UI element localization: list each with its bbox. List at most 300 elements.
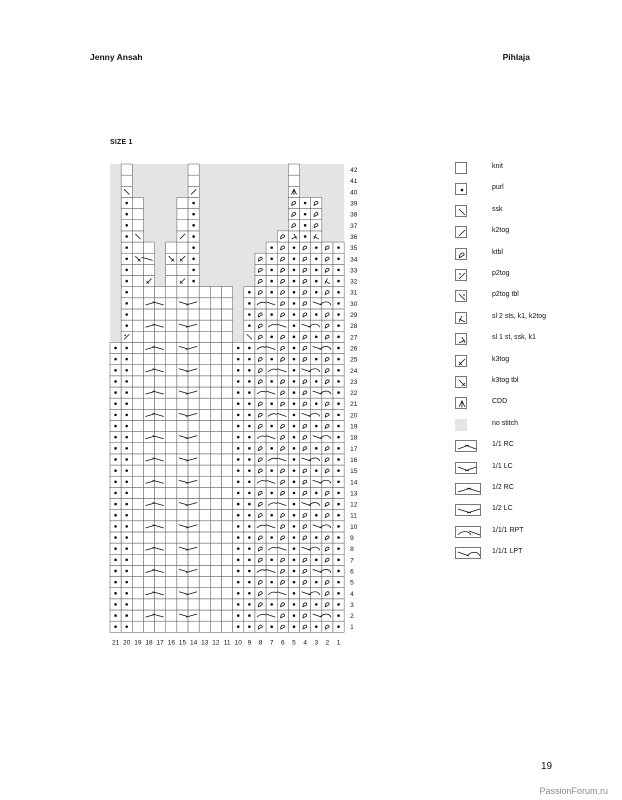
- chart-cell: [300, 231, 311, 242]
- chart-cell: [255, 465, 266, 476]
- chart-cell: [288, 420, 299, 431]
- chart-cell: [188, 487, 199, 498]
- chart-cell: [288, 577, 299, 588]
- chart-cell: [288, 621, 299, 632]
- legend-label: sl 1 st, ssk, k1: [492, 334, 536, 342]
- legend-label: k3tog: [492, 355, 510, 363]
- row-number: 33: [350, 267, 358, 275]
- chart-cell: [322, 588, 333, 599]
- chart-cell: [333, 454, 344, 465]
- chart-cell: [244, 565, 255, 576]
- chart-cell: [255, 365, 266, 376]
- column-number: 15: [178, 639, 187, 647]
- chart-cell: [277, 342, 288, 353]
- chart-cell: [288, 610, 299, 621]
- legend-label: 1/1 LC: [492, 462, 513, 470]
- column-number: 20: [123, 639, 131, 647]
- row-number: 17: [350, 445, 358, 453]
- chart-cell: [132, 432, 143, 443]
- legend-label: ktbl: [492, 248, 503, 256]
- chart-cell: [255, 264, 266, 275]
- column-number: 4: [303, 639, 307, 647]
- chart-cell: [244, 331, 255, 342]
- chart-cell: [210, 487, 221, 498]
- chart-cell: [121, 365, 132, 376]
- chart-cell: [199, 331, 210, 342]
- chart-cell: [199, 376, 210, 387]
- chart-cell: [277, 298, 288, 309]
- legend-label: p2tog: [492, 270, 510, 277]
- chart-cell: [266, 398, 277, 409]
- chart-cell: [188, 331, 199, 342]
- chart-cell: [166, 253, 177, 264]
- chart-cell: [311, 521, 322, 532]
- chart-cell: [166, 499, 177, 510]
- chart-cell: [166, 454, 177, 465]
- chart-cell: [121, 599, 132, 610]
- chart-cell: [166, 621, 177, 632]
- legend-symbol-icon: [455, 269, 467, 281]
- chart-cell: [199, 588, 210, 599]
- chart-cell: [132, 209, 143, 220]
- chart-cell: [132, 532, 143, 543]
- row-number: 1: [350, 624, 354, 632]
- chart-cell: [222, 398, 233, 409]
- chart-cell: [244, 487, 255, 498]
- chart-cell: [233, 354, 244, 365]
- chart-cell: [244, 409, 255, 420]
- chart-cell: [288, 175, 299, 186]
- chart-cell: [311, 476, 322, 487]
- chart-cell: [322, 264, 333, 275]
- chart-cell: [166, 432, 177, 443]
- chart-cell: [300, 253, 311, 264]
- chart-cell: [266, 577, 277, 588]
- chart-cell: [311, 510, 322, 521]
- column-number: 8: [258, 639, 263, 647]
- row-number: 22: [350, 390, 358, 398]
- chart-cell: [333, 476, 344, 487]
- legend-label: 1/1/1 LPT: [492, 548, 523, 556]
- chart-cell: [309, 588, 322, 599]
- watermark: PassionForum.ru: [539, 786, 608, 796]
- chart-cell: [199, 454, 210, 465]
- chart-cell: [166, 577, 177, 588]
- chart-cell: [322, 253, 333, 264]
- chart-cell: [244, 465, 255, 476]
- chart-cell: [322, 398, 333, 409]
- chart-cell: [266, 331, 277, 342]
- chart-cell: [188, 242, 199, 253]
- chart-cell: [288, 554, 299, 565]
- chart-cell: [188, 287, 199, 298]
- chart-cell: [266, 465, 277, 476]
- chart-cell: [255, 532, 266, 543]
- chart-cell: [333, 398, 344, 409]
- chart-cell: [143, 465, 154, 476]
- chart-cell: [143, 554, 154, 565]
- legend-label: knit: [492, 163, 503, 170]
- chart-cell: [233, 443, 244, 454]
- chart-cell: [311, 420, 322, 431]
- chart-cell: [132, 499, 143, 510]
- chart-cell: [277, 565, 288, 576]
- chart-cell: [244, 420, 255, 431]
- chart-cell: [266, 298, 277, 309]
- chart-cell: [155, 309, 166, 320]
- chart-cell: [121, 487, 132, 498]
- chart-cell: [199, 487, 210, 498]
- chart-cell: [210, 610, 221, 621]
- chart-cell: [222, 588, 233, 599]
- row-number: 14: [350, 479, 358, 487]
- chart-cell: [210, 320, 221, 331]
- chart-cell: [288, 510, 299, 521]
- chart-cell: [188, 220, 199, 231]
- chart-cell: [110, 599, 121, 610]
- chart-cell: [300, 287, 311, 298]
- chart-cell: [121, 510, 132, 521]
- legend-symbol-icon: [455, 462, 477, 474]
- column-number: 5: [292, 639, 296, 647]
- chart-cell: [121, 420, 132, 431]
- chart-cell: [199, 610, 210, 621]
- chart-cell: [121, 320, 132, 331]
- chart-cell: [121, 209, 132, 220]
- chart-cell: [309, 543, 322, 554]
- chart-cell: [188, 443, 199, 454]
- chart-cell: [153, 476, 166, 487]
- chart-cell: [277, 610, 288, 621]
- chart-cell: [300, 398, 311, 409]
- chart-cell: [177, 465, 188, 476]
- chart-cell: [244, 387, 255, 398]
- chart-cell: [166, 510, 177, 521]
- chart-cell: [333, 342, 344, 353]
- chart-cell: [233, 610, 244, 621]
- chart-cell: [143, 376, 154, 387]
- chart-cell: [333, 331, 344, 342]
- chart-cell: [311, 487, 322, 498]
- chart-cell: [222, 309, 233, 320]
- chart-cell: [244, 588, 255, 599]
- chart-cell: [143, 532, 154, 543]
- row-number: 28: [350, 323, 358, 331]
- chart-cell: [110, 499, 121, 510]
- chart-cell: [300, 487, 311, 498]
- chart-cell: [277, 588, 288, 599]
- chart-cell: [177, 331, 188, 342]
- chart-cell: [222, 621, 233, 632]
- chart-cell: [288, 543, 299, 554]
- chart-cell: [288, 197, 299, 208]
- chart-cell: [132, 197, 143, 208]
- chart-cell: [177, 510, 188, 521]
- legend-label: CDD: [492, 398, 508, 406]
- chart-cell: [288, 253, 299, 264]
- chart-cell: [132, 376, 143, 387]
- chart-cell: [210, 409, 221, 420]
- chart-cell: [210, 476, 221, 487]
- chart-cell: [320, 432, 333, 443]
- chart-cell: [244, 443, 255, 454]
- chart-cell: [222, 543, 233, 554]
- chart-cell: [188, 420, 199, 431]
- chart-cell: [188, 309, 199, 320]
- legend-symbol-icon: [455, 547, 481, 559]
- chart-cell: [322, 354, 333, 365]
- chart-cell: [244, 309, 255, 320]
- chart-cell: [266, 521, 277, 532]
- chart-cell: [300, 532, 311, 543]
- chart-cell: [311, 577, 322, 588]
- chart-cell: [288, 521, 299, 532]
- chart-cell: [177, 554, 188, 565]
- chart-cell: [300, 331, 311, 342]
- chart-cell: [300, 554, 311, 565]
- chart-cell: [277, 432, 288, 443]
- chart-cell: [322, 510, 333, 521]
- chart-cell: [121, 543, 132, 554]
- chart-cell: [121, 309, 132, 320]
- chart-cell: [266, 443, 277, 454]
- chart-cell: [110, 354, 121, 365]
- row-number: 25: [350, 356, 358, 364]
- chart-cell: [277, 465, 288, 476]
- legend-symbol-icon: [455, 226, 467, 238]
- chart-cell: [244, 543, 255, 554]
- chart-cell: [121, 409, 132, 420]
- chart-cell: [233, 376, 244, 387]
- chart-cell: [300, 387, 311, 398]
- chart-cell: [177, 487, 188, 498]
- legend-label: sl 2 sts, k1, k2tog: [492, 312, 547, 320]
- chart-cell: [320, 298, 333, 309]
- chart-cell: [277, 599, 288, 610]
- chart-cell: [210, 443, 221, 454]
- chart-cell: [132, 231, 143, 242]
- chart-cell: [288, 409, 299, 420]
- chart-cell: [255, 354, 266, 365]
- chart-cell: [186, 320, 199, 331]
- chart-cell: [333, 621, 344, 632]
- chart-cell: [255, 420, 266, 431]
- chart-cell: [132, 621, 143, 632]
- chart-cell: [244, 365, 255, 376]
- chart-cell: [177, 443, 188, 454]
- row-number: 21: [350, 401, 358, 409]
- chart-cell: [121, 476, 132, 487]
- chart-cell: [266, 565, 277, 576]
- chart-cell: [255, 376, 266, 387]
- chart-cell: [222, 443, 233, 454]
- chart-cell: [132, 420, 143, 431]
- chart-cell: [210, 376, 221, 387]
- chart-cell: [210, 309, 221, 320]
- chart-cell: [166, 309, 177, 320]
- chart-cell: [277, 476, 288, 487]
- chart-cell: [132, 298, 143, 309]
- chart-cell: [166, 487, 177, 498]
- chart-cell: [333, 554, 344, 565]
- row-number: 9: [350, 535, 354, 543]
- column-number: 13: [201, 639, 209, 647]
- chart-cell: [210, 577, 221, 588]
- row-number: 15: [350, 468, 358, 476]
- chart-cell: [300, 342, 311, 353]
- column-number: 17: [156, 639, 164, 647]
- chart-cell: [121, 242, 132, 253]
- chart-cell: [233, 554, 244, 565]
- chart-cell: [155, 376, 166, 387]
- legend-label: purl: [492, 184, 504, 192]
- chart-cell: [222, 454, 233, 465]
- chart-cell: [166, 276, 177, 287]
- row-number: 8: [350, 546, 354, 554]
- chart-cell: [333, 365, 344, 376]
- chart-cell: [166, 342, 177, 353]
- chart-cell: [188, 164, 199, 175]
- chart-cell: [110, 565, 121, 576]
- chart-cell: [166, 420, 177, 431]
- chart-cell: [244, 398, 255, 409]
- chart-cell: [153, 521, 166, 532]
- chart-cell: [188, 599, 199, 610]
- chart-cell: [288, 499, 299, 510]
- row-number: 38: [350, 211, 358, 219]
- chart-cell: [277, 420, 288, 431]
- chart-cell: [288, 365, 299, 376]
- chart-cell: [121, 220, 132, 231]
- chart-cell: [155, 331, 166, 342]
- chart-cell: [132, 487, 143, 498]
- chart-cell: [300, 454, 311, 465]
- chart-cell: [322, 276, 333, 287]
- chart-cell: [132, 342, 143, 353]
- column-number: 12: [212, 639, 220, 647]
- chart-cell: [233, 398, 244, 409]
- chart-cell: [210, 621, 221, 632]
- chart-cell: [188, 197, 199, 208]
- chart-cell: [143, 276, 154, 287]
- chart-cell: [322, 242, 333, 253]
- chart-cell: [288, 242, 299, 253]
- chart-cell: [166, 387, 177, 398]
- chart-cell: [333, 443, 344, 454]
- chart-cell: [155, 287, 166, 298]
- chart-cell: [311, 231, 322, 242]
- chart-cell: [277, 253, 288, 264]
- chart-cell: [277, 387, 288, 398]
- chart-cell: [233, 565, 244, 576]
- column-number: 19: [134, 639, 142, 647]
- row-number: 37: [350, 222, 358, 230]
- chart-cell: [311, 331, 322, 342]
- chart-cell: [110, 532, 121, 543]
- chart-cell: [277, 309, 288, 320]
- chart-cell: [333, 387, 344, 398]
- chart-cell: [155, 465, 166, 476]
- chart-cell: [233, 465, 244, 476]
- chart-cell: [186, 432, 199, 443]
- chart-cell: [311, 298, 322, 309]
- chart-cell: [177, 420, 188, 431]
- chart-cell: [222, 610, 233, 621]
- chart-cell: [309, 409, 322, 420]
- chart-cell: [188, 231, 199, 242]
- chart-cell: [233, 599, 244, 610]
- column-number: 16: [167, 639, 175, 647]
- chart-cell: [153, 387, 166, 398]
- chart-cell: [177, 354, 188, 365]
- chart-cell: [132, 242, 143, 253]
- chart-cell: [186, 342, 199, 353]
- chart-cell: [153, 610, 166, 621]
- chart-cell: [300, 499, 311, 510]
- chart-cell: [333, 354, 344, 365]
- chart-cell: [121, 610, 132, 621]
- chart-cell: [255, 287, 266, 298]
- chart-cell: [277, 354, 288, 365]
- chart-cell: [288, 264, 299, 275]
- chart-cell: [155, 621, 166, 632]
- chart-cell: [222, 354, 233, 365]
- chart-cell: [333, 599, 344, 610]
- chart-cell: [311, 599, 322, 610]
- chart-cell: [121, 164, 132, 175]
- chart-cell: [222, 577, 233, 588]
- chart-cell: [132, 276, 143, 287]
- legend-label: no stitch: [492, 419, 519, 427]
- row-number: 39: [350, 200, 358, 208]
- chart-cell: [155, 398, 166, 409]
- chart-cell: [155, 554, 166, 565]
- chart-cell: [210, 588, 221, 599]
- chart-cell: [255, 599, 266, 610]
- chart-cell: [255, 499, 266, 510]
- chart-cell: [177, 264, 188, 275]
- legend-symbol-icon: [455, 397, 467, 409]
- chart-cell: [333, 264, 344, 275]
- chart-cell: [153, 588, 166, 599]
- chart-cell: [244, 532, 255, 543]
- chart-cell: [309, 365, 322, 376]
- chart-cell: [311, 242, 322, 253]
- chart-cell: [166, 365, 177, 376]
- chart-cell: [132, 565, 143, 576]
- chart-cell: [255, 320, 266, 331]
- row-number: 31: [350, 289, 358, 297]
- chart-cell: [311, 376, 322, 387]
- chart-cell: [210, 432, 221, 443]
- chart-cell: [266, 420, 277, 431]
- chart-cell: [288, 432, 299, 443]
- chart-cell: [233, 420, 244, 431]
- chart-cell: [233, 621, 244, 632]
- chart-cell: [132, 365, 143, 376]
- chart-cell: [255, 409, 266, 420]
- row-number: 24: [350, 367, 358, 375]
- legend-symbol-icon: [455, 440, 477, 452]
- chart-cell: [132, 476, 143, 487]
- row-number: 32: [350, 278, 358, 286]
- chart-cell: [333, 543, 344, 554]
- chart-cell: [210, 521, 221, 532]
- chart-cell: [233, 499, 244, 510]
- chart-cell: [166, 287, 177, 298]
- chart-cell: [110, 487, 121, 498]
- chart-cell: [311, 354, 322, 365]
